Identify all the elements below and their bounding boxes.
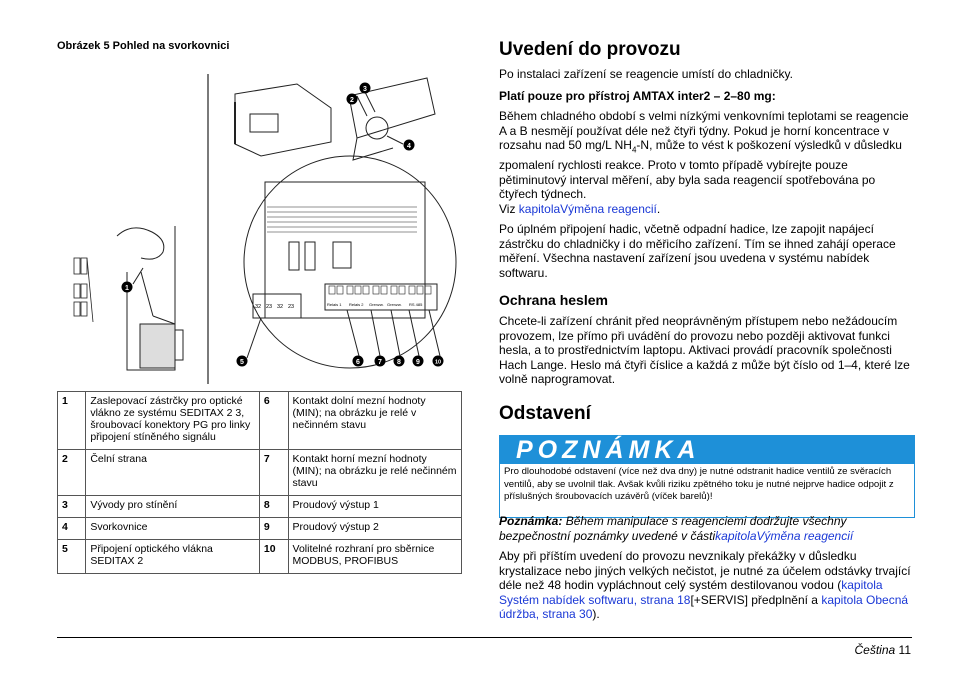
terminal-label: 23 (288, 304, 295, 310)
terminal-strip-figure (57, 72, 462, 384)
note-box (499, 435, 915, 518)
callout-4 (404, 140, 415, 151)
relay-label: Relais 1 (327, 302, 342, 307)
legend-number: 3 (58, 496, 86, 518)
svg-text:1: 1 (125, 285, 129, 292)
legend-text: Proudový výstup 2 (288, 518, 461, 540)
footer-divider (57, 637, 912, 638)
section-title-password: Ochrana heslem (499, 292, 608, 308)
paragraph: Během chladného období s velmi nízkými venkovními teplotami se reagencie A a B nesmějí používat déle než čtyři týdny. Pokud je horní koncentrace v rozsahu nad 50 mg/L $NH_4-N$, může to vést k poškození výsledků v důsledku zpomalení rychlosti reakce. Proto v tomto případě vybírejte pouze pětiminutový interval měření, aby byla sada reagencií spotřebována po čtyřech týdnech. (499, 109, 909, 202)
paragraph-bold: Platí pouze pro přístroj AMTAX inter2 – 2–80 mg: (499, 89, 776, 103)
legend-number: 1 (58, 392, 86, 450)
legend-text: Čelní strana (86, 450, 260, 496)
legend-number: 5 (58, 540, 86, 574)
callout-8 (394, 356, 405, 367)
link-reagent-replacement[interactable]: kapitolaVýměna reagencií (715, 528, 854, 543)
paragraph: Po úplném připojení hadic, včetně odpadní hadice, lze zapojit napájecí zástrčku do chladničky i do měřicího zařízení. Tím se ihned zahájí operace měření. Všechna nastavení zařízení jsou uvedena v systému nabídek softwaru. (499, 222, 896, 280)
paragraph: Po instalaci zařízení se reagencie umístí do chladničky. (499, 67, 793, 81)
callout-2 (347, 94, 358, 105)
callout-10 (433, 356, 444, 367)
svg-text:10: 10 (434, 359, 442, 366)
paragraph: Viz kapitolaVýměna reagencií. (499, 202, 661, 216)
table-row (58, 518, 462, 540)
callout-6 (353, 356, 364, 367)
legend-text: Kontakt dolní mezní hodnoty (MIN); na obrázku je relé v nečinném stavu (288, 392, 461, 450)
legend-text: Proudový výstup 1 (288, 496, 461, 518)
legend-number: 9 (259, 518, 288, 540)
section-title-shutdown: Odstavení (499, 403, 591, 424)
legend-number: 7 (259, 450, 288, 496)
legend-number: 10 (259, 540, 288, 574)
table-row (58, 392, 462, 450)
callout-3 (360, 83, 371, 94)
legend-text: Kontakt horní mezní hodnoty (MIN); na obrázku je relé nečinném stavu (288, 450, 461, 496)
link-software-menu[interactable]: kapitola Systém nabídek softwaru, strana 18 (499, 578, 883, 607)
terminal-label: 23 (266, 304, 273, 310)
callout-5 (237, 356, 248, 367)
svg-text:9: 9 (416, 359, 420, 366)
svg-text:7: 7 (378, 359, 382, 366)
terminal-label: 32 (255, 304, 262, 310)
callout-7 (375, 356, 386, 367)
callout-1 (122, 282, 133, 293)
paragraph: Chcete-li zařízení chránit před neoprávněným přístupem nebo nežádoucím provozem, lze přímo při uvádění do provozu nebo později aktivovat funkci hesla, a to prostřednictvím laptopu. Aktivaci provádí pracovník společnosti Hach Lange. Heslo má čtyři číslice a každá z může být číslo od 1–4, které lze volně naprogramovat. (499, 314, 910, 387)
link-reagent-replacement[interactable]: kapitolaVýměna reagencií (518, 202, 657, 216)
svg-text:8: 8 (397, 359, 401, 366)
relay-label: Relais 2 (349, 302, 364, 307)
legend-number: 8 (259, 496, 288, 518)
legend-number: 2 (58, 450, 86, 496)
svg-text:3: 3 (363, 86, 367, 93)
paragraph: Aby při příštím uvedení do provozu nevznikaly překážky v důsledku krystalizace nebo jiných velkých nečistot, je nutné za účelem odstávky trvající déle než 48 hodin vypláchnout celý systém destilovanou vodou (kapitola Systém nabídek softwaru, strana 18[+SERVIS] předplnění a kapitola Obecná údržba, strana 30). (499, 549, 911, 622)
legend-text: Zaslepovací zástrčky pro optické vlákno ze systému SEDITAX 2 3, šroubovací konektory PG pro linky připojení stíněného signálu (86, 392, 260, 450)
note-title: POZNÁMKA (500, 436, 914, 464)
link-general-maintenance[interactable]: kapitola Obecná údržba, strana 30 (499, 592, 909, 622)
figure-caption: Obrázek 5 Pohled na svorkovnici (57, 40, 230, 52)
callout-9 (413, 356, 424, 367)
relay-label: Grenzw. (369, 302, 384, 307)
legend-text: Připojení optického vlákna SEDITAX 2 (86, 540, 260, 574)
section-title-commissioning: Uvedení do provozu (499, 39, 681, 60)
legend-text: Volitelné rozhraní pro sběrnice MODBUS, PROFIBUS (288, 540, 461, 574)
legend-text: Vývody pro stínění (86, 496, 260, 518)
table-row (58, 540, 462, 574)
relay-label: RS 485 (409, 302, 423, 307)
legend-text: Svorkovnice (86, 518, 260, 540)
note-body: Pro dlouhodobé odstavení (více než dva dny) je nutné odstranit hadice ventilů ze svěracích ventilů, aby se uvolnil tlak. Avšak kvůli riziku zpětného toku je nutné nejprve hadice odpojit z příslušných šroubovacích uzávěrů (víček barelů)! (504, 466, 894, 502)
table-row (58, 496, 462, 518)
figure-legend-table (57, 391, 462, 574)
page-footer: Čeština 11 (854, 643, 911, 657)
table-row (58, 450, 462, 496)
page-number: 11 (898, 643, 911, 657)
svg-text:6: 6 (356, 359, 360, 366)
svg-text:5: 5 (240, 359, 244, 366)
svg-text:2: 2 (350, 97, 354, 104)
relay-label: Grenzw. (387, 302, 402, 307)
terminal-label: 32 (277, 304, 284, 310)
legend-number: 4 (58, 518, 86, 540)
svg-text:4: 4 (407, 143, 411, 150)
paragraph-note: Poznámka: Během manipulace s reagenciemi dodržujte všechny bezpečnostní poznámky uvedené v částikapitolaVýměna reagencií (499, 514, 854, 543)
legend-number: 6 (259, 392, 288, 450)
